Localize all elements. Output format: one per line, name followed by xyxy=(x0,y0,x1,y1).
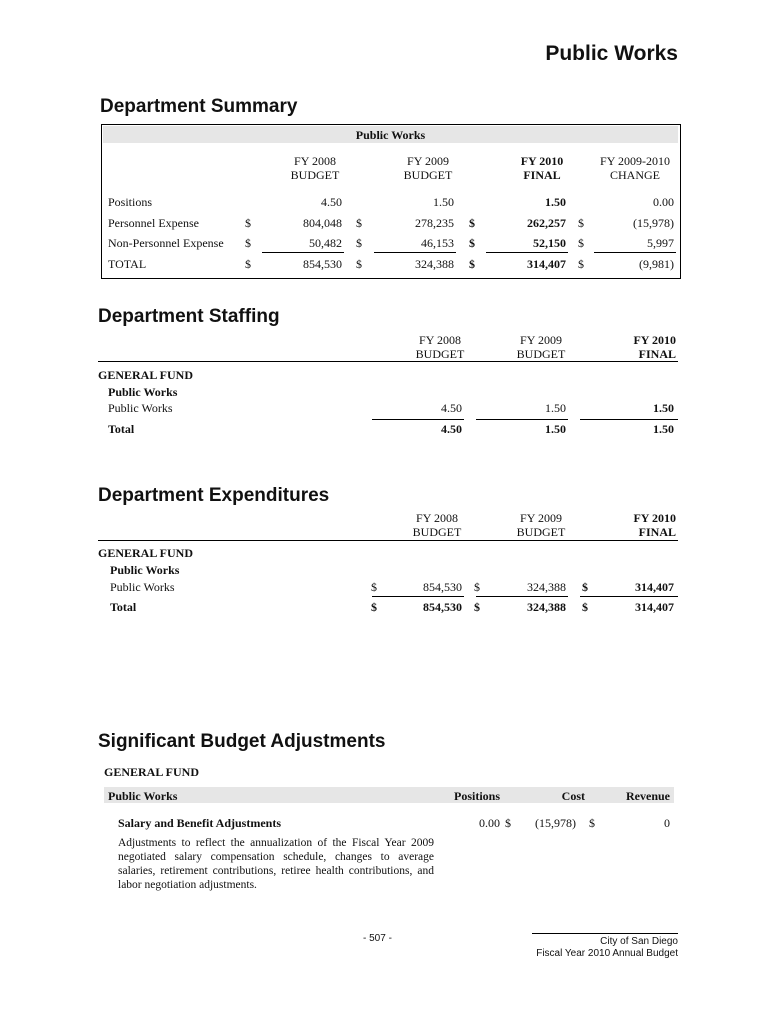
summary-col-fy2010: FY 2010 FINAL xyxy=(520,154,564,182)
expenditures-col-fy2009: FY 2009 BUDGET xyxy=(516,511,566,539)
summary-subtotal-rule-4 xyxy=(594,252,676,253)
adjustments-fund: GENERAL FUND xyxy=(104,765,200,779)
staffing-header-rule xyxy=(98,361,678,362)
summary-subtotal-rule-2 xyxy=(374,252,456,253)
summary-col-change: FY 2009-2010 CHANGE xyxy=(600,154,670,182)
staffing-total-rule-1 xyxy=(372,419,464,420)
expenditures-col-fy2010: FY 2010 FINAL xyxy=(633,511,676,539)
adjustments-bar xyxy=(104,787,674,803)
page-number: - 507 - xyxy=(363,933,392,944)
adjustment-item-title: Salary and Benefit Adjustments xyxy=(118,816,282,830)
budget-adjustments-heading: Significant Budget Adjustments xyxy=(98,731,386,752)
adjustments-bar-label: Public Works xyxy=(108,789,178,803)
expenditures-total-rule-3 xyxy=(580,596,678,597)
footer-rule xyxy=(532,933,678,934)
staffing-total-rule-3 xyxy=(580,419,678,420)
staffing-col-fy2010: FY 2010 FINAL xyxy=(633,333,676,361)
expenditures-group: Public Works xyxy=(110,563,180,577)
staffing-group: Public Works xyxy=(108,385,178,399)
expenditures-header-rule xyxy=(98,540,678,541)
staffing-col-fy2009: FY 2009 BUDGET xyxy=(516,333,566,361)
footer-budget: Fiscal Year 2010 Annual Budget xyxy=(536,948,678,959)
adjustments-col-cost: Cost xyxy=(561,789,585,803)
page-title: Public Works xyxy=(545,42,678,65)
adjustments-col-positions: Positions xyxy=(453,789,500,803)
summary-subtotal-rule-1 xyxy=(262,252,344,253)
department-staffing-heading: Department Staffing xyxy=(98,306,280,327)
summary-banner: Public Works xyxy=(355,128,426,142)
expenditures-total-rule-1 xyxy=(372,596,464,597)
expenditures-fund: GENERAL FUND xyxy=(98,546,194,560)
adjustments-col-revenue: Revenue xyxy=(626,789,670,803)
staffing-total-rule-2 xyxy=(476,419,568,420)
staffing-fund: GENERAL FUND xyxy=(98,368,194,382)
expenditures-total-rule-2 xyxy=(476,596,568,597)
summary-subtotal-rule-3 xyxy=(486,252,568,253)
summary-col-fy2009: FY 2009 BUDGET xyxy=(403,154,453,182)
footer-city: City of San Diego xyxy=(600,936,678,947)
expenditures-col-fy2008: FY 2008 BUDGET xyxy=(412,511,462,539)
department-expenditures-heading: Department Expenditures xyxy=(98,485,330,506)
adjustment-item-description: Adjustments to reflect the annualization of the Fiscal Year 2009 negotiated salary compensation schedule, changes to average salaries, retirement contributions, retiree health contributions, and labor negotiation adjustments. xyxy=(118,837,434,891)
department-summary-heading: Department Summary xyxy=(100,96,298,117)
staffing-col-fy2008: FY 2008 BUDGET xyxy=(415,333,465,361)
summary-col-fy2008: FY 2008 BUDGET xyxy=(290,154,340,182)
